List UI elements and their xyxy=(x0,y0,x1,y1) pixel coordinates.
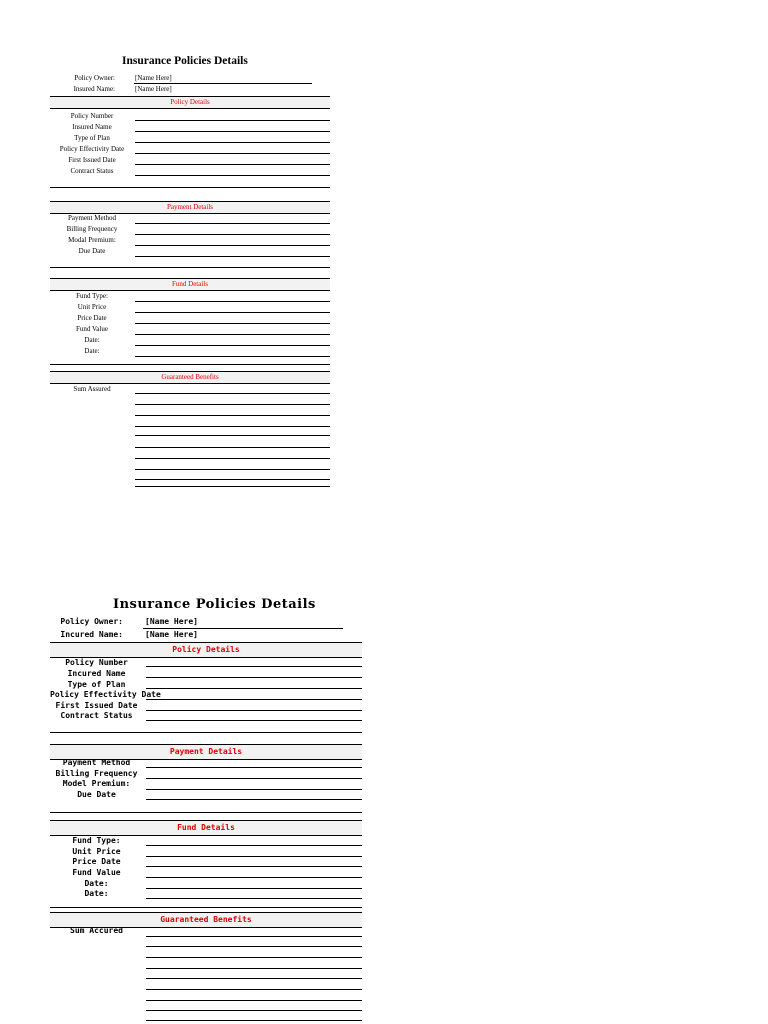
field-label: Sum Assured xyxy=(73,385,111,393)
field-label: Policy Effectivity Date xyxy=(50,690,161,699)
section-header-policy-details: Policy Details xyxy=(50,642,362,658)
section-header-fund-details: Fund Details xyxy=(50,820,362,836)
input-line[interactable] xyxy=(135,223,330,224)
insured-name-value[interactable]: [Name Here] xyxy=(145,630,198,639)
field-label: Contract Status xyxy=(60,711,133,720)
input-line[interactable] xyxy=(135,234,330,235)
section-header-guaranteed-benefits: Guaranteed Benefits xyxy=(50,371,330,384)
input-line[interactable] xyxy=(135,245,330,246)
field-label: Price Date xyxy=(72,857,121,866)
input-line[interactable] xyxy=(135,435,330,436)
input-line[interactable] xyxy=(146,789,362,790)
input-line[interactable] xyxy=(135,334,330,335)
field-label: Model Premium: xyxy=(62,779,131,788)
input-line[interactable] xyxy=(146,856,362,857)
field-label: Policy Effectivity Date xyxy=(59,145,125,153)
input-line[interactable] xyxy=(135,323,330,324)
field-label: Policy Number xyxy=(70,112,114,120)
field-label: Incured Name xyxy=(67,669,126,678)
field-label: Due Date xyxy=(78,247,106,255)
field-label: Unit Price xyxy=(72,847,121,856)
input-line[interactable] xyxy=(146,866,362,867)
field-label: Policy Number xyxy=(65,658,128,667)
field-label: Fund Type: xyxy=(72,836,121,845)
field-label: Billing Frequency xyxy=(55,769,138,778)
input-line[interactable] xyxy=(146,778,362,779)
field-label: Due Date xyxy=(77,790,116,799)
section-header-guaranteed-benefits: Guaranteed Benefits xyxy=(50,912,362,928)
policy-owner-value[interactable]: [Name Here] xyxy=(145,617,198,626)
field-label: Date: xyxy=(84,879,109,888)
input-line[interactable] xyxy=(146,978,362,979)
field-label: Type of Plan xyxy=(67,680,126,689)
input-line[interactable] xyxy=(146,845,362,846)
input-line[interactable] xyxy=(135,458,330,459)
policy-owner-label: Policy Owner: xyxy=(60,617,123,626)
section-divider xyxy=(50,812,362,813)
input-line[interactable] xyxy=(135,256,330,257)
policy-owner-label: Policy Owner: xyxy=(74,74,115,82)
input-line[interactable] xyxy=(146,677,362,678)
input-line[interactable] xyxy=(135,301,330,302)
field-label: Unit Price xyxy=(77,303,107,311)
field-label: Fund Value xyxy=(72,868,121,877)
policy-owner-value[interactable]: [Name Here] xyxy=(135,74,172,82)
input-line[interactable] xyxy=(135,120,330,121)
field-label: Insured Name xyxy=(72,123,112,131)
input-line[interactable] xyxy=(135,486,330,487)
input-line[interactable] xyxy=(135,415,330,416)
section-header-payment-details: Payment Details xyxy=(50,201,330,214)
field-label: Date: xyxy=(84,336,100,344)
policy-owner-line xyxy=(143,628,343,629)
input-line[interactable] xyxy=(146,699,362,700)
field-label: Price Date xyxy=(77,314,107,322)
insured-name-value[interactable]: [Name Here] xyxy=(135,85,172,93)
form-title: Insurance Policies Details xyxy=(113,597,316,612)
input-line[interactable] xyxy=(146,989,362,990)
field-label: Modal Premium: xyxy=(68,236,116,244)
field-label: Payment Method xyxy=(67,214,117,222)
insured-name-label: Incured Name: xyxy=(60,630,123,639)
input-line[interactable] xyxy=(146,767,362,768)
section-header-policy-details: Policy Details xyxy=(50,96,330,109)
insurance-form-1 xyxy=(50,55,331,495)
input-line[interactable] xyxy=(135,175,330,176)
input-line[interactable] xyxy=(146,877,362,878)
input-line[interactable] xyxy=(135,426,330,427)
input-line[interactable] xyxy=(146,968,362,969)
input-line[interactable] xyxy=(146,666,362,667)
input-line[interactable] xyxy=(135,153,330,154)
input-line[interactable] xyxy=(146,888,362,889)
field-label: Date: xyxy=(84,347,100,355)
field-label: Billing Frequency xyxy=(66,225,118,233)
input-line[interactable] xyxy=(135,356,330,357)
input-line[interactable] xyxy=(135,393,330,394)
input-line[interactable] xyxy=(135,345,330,346)
field-label: First Issued Date xyxy=(55,701,138,710)
input-line[interactable] xyxy=(146,1020,362,1021)
section-divider xyxy=(50,267,330,268)
input-line[interactable] xyxy=(135,447,330,448)
input-line[interactable] xyxy=(146,946,362,947)
insurance-form-2 xyxy=(50,596,363,1024)
input-line[interactable] xyxy=(135,164,330,165)
input-line[interactable] xyxy=(146,720,362,721)
section-divider xyxy=(50,187,330,188)
section-divider xyxy=(50,732,362,733)
input-line[interactable] xyxy=(146,710,362,711)
section-header-payment-details: Payment Details xyxy=(50,744,362,760)
field-label: Contract Status xyxy=(70,167,114,175)
field-label: Fund Value xyxy=(76,325,108,333)
field-label: Payment Method xyxy=(62,758,131,767)
input-line[interactable] xyxy=(146,957,362,958)
field-label: First Issued Date xyxy=(68,156,116,164)
section-divider xyxy=(50,364,330,365)
input-line[interactable] xyxy=(146,1000,362,1001)
input-line[interactable] xyxy=(135,142,330,143)
input-line[interactable] xyxy=(135,479,330,480)
section-header-fund-details: Fund Details xyxy=(50,278,330,291)
input-line[interactable] xyxy=(135,131,330,132)
form-title: Insurance Policies Details xyxy=(122,55,248,67)
input-line[interactable] xyxy=(135,469,330,470)
input-line[interactable] xyxy=(146,1010,362,1011)
input-line[interactable] xyxy=(135,312,330,313)
field-label: Fund Type: xyxy=(76,292,108,300)
input-line[interactable] xyxy=(146,688,362,689)
insured-name-label: Insured Name: xyxy=(73,85,115,93)
field-label: Sum Accured xyxy=(70,926,123,935)
input-line[interactable] xyxy=(135,404,330,405)
field-label: Date: xyxy=(84,889,109,898)
input-line[interactable] xyxy=(146,898,362,899)
input-line[interactable] xyxy=(146,799,362,800)
section-divider xyxy=(50,907,362,908)
field-label: Type of Plan xyxy=(74,134,110,142)
input-line[interactable] xyxy=(146,936,362,937)
policy-owner-line xyxy=(134,83,312,84)
